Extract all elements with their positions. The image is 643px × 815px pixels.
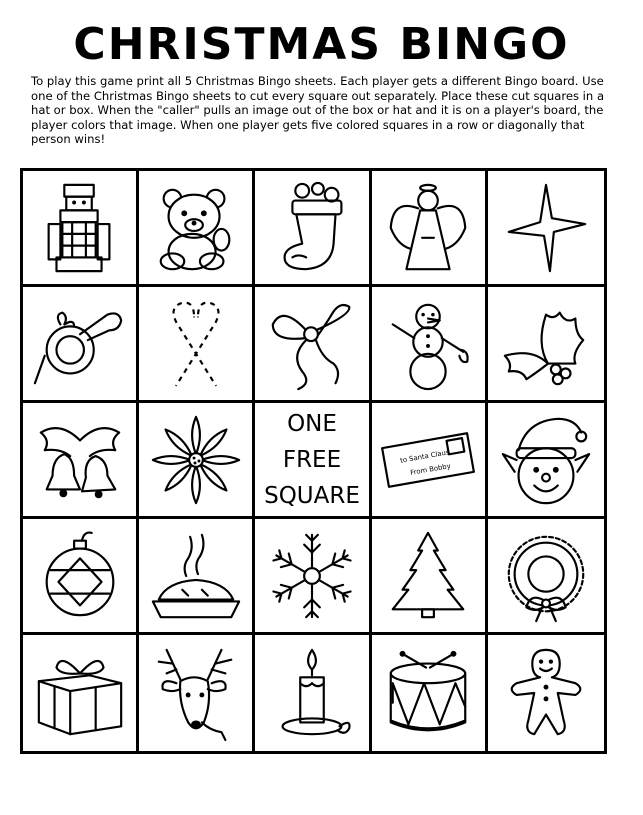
cell-letter[interactable] xyxy=(372,403,488,519)
page-title: CHRISTMAS BINGO xyxy=(73,19,570,70)
cell-bells[interactable] xyxy=(23,403,139,519)
snowflake-icon xyxy=(263,527,361,625)
cell-gift[interactable] xyxy=(23,635,139,751)
candle-icon xyxy=(263,644,361,742)
letter-icon xyxy=(379,411,477,509)
bells-icon xyxy=(31,411,129,509)
bow-icon xyxy=(263,295,361,393)
cell-star[interactable] xyxy=(488,171,604,287)
cell-stocking[interactable] xyxy=(255,171,371,287)
horn-icon xyxy=(31,295,129,393)
cell-ornament[interactable] xyxy=(23,519,139,635)
ornament-icon xyxy=(31,527,129,625)
tree-icon xyxy=(379,527,477,625)
cell-angel[interactable] xyxy=(372,171,488,287)
nutcracker-icon xyxy=(31,179,129,277)
cell-elf[interactable] xyxy=(488,403,604,519)
cell-poinsettia[interactable] xyxy=(139,403,255,519)
gingerbread-icon xyxy=(497,644,595,742)
free-square-line1: ONE xyxy=(287,410,337,437)
cell-pie[interactable] xyxy=(139,519,255,635)
holly-icon xyxy=(497,295,595,393)
free-square-line2: FREE xyxy=(282,446,342,473)
cell-snowman[interactable] xyxy=(372,287,488,403)
wreath-icon xyxy=(497,527,595,625)
poinsettia-icon xyxy=(147,411,245,509)
pie-icon xyxy=(147,527,245,625)
free-square-line3: SQUARE xyxy=(264,482,360,509)
drum-icon xyxy=(379,644,477,742)
cell-snowflake[interactable] xyxy=(255,519,371,635)
cell-reindeer[interactable] xyxy=(139,635,255,751)
candy-cane-icon xyxy=(147,295,245,393)
angel-icon xyxy=(379,179,477,277)
cell-candy-canes[interactable] xyxy=(139,287,255,403)
teddy-bear-icon xyxy=(147,179,245,277)
cell-teddy-bear[interactable] xyxy=(139,171,255,287)
cell-gingerbread[interactable] xyxy=(488,635,604,751)
letter-from-text: From Bobby xyxy=(409,461,452,477)
cell-holly[interactable] xyxy=(488,287,604,403)
cell-candle[interactable] xyxy=(255,635,371,751)
cell-wreath[interactable] xyxy=(488,519,604,635)
snowman-icon xyxy=(379,295,477,393)
cell-tree[interactable] xyxy=(372,519,488,635)
bingo-board xyxy=(20,168,607,754)
cell-horn[interactable] xyxy=(23,287,139,403)
letter-to-text: to Santa Claus xyxy=(399,447,451,465)
gift-icon xyxy=(31,644,129,742)
reindeer-icon xyxy=(147,644,245,742)
cell-nutcracker[interactable] xyxy=(23,171,139,287)
star-icon xyxy=(497,179,595,277)
elf-icon xyxy=(497,411,595,509)
free-square[interactable] xyxy=(255,403,371,519)
stocking-icon xyxy=(263,179,361,277)
cell-bow[interactable] xyxy=(255,287,371,403)
cell-drum[interactable] xyxy=(372,635,488,751)
instructions-text: To play this game print all 5 Christmas Bingo sheets. Each player gets a different Bingo board. Use one of the Christmas Bingo sheets to cut every square out separately. Place these cut squares in a hat or box. When the "caller" pulls an image out of the box or hat and it is on a player's board, the player colors that image. When one player gets five colored squares in a row or diagonally that person wins! xyxy=(31,74,605,146)
